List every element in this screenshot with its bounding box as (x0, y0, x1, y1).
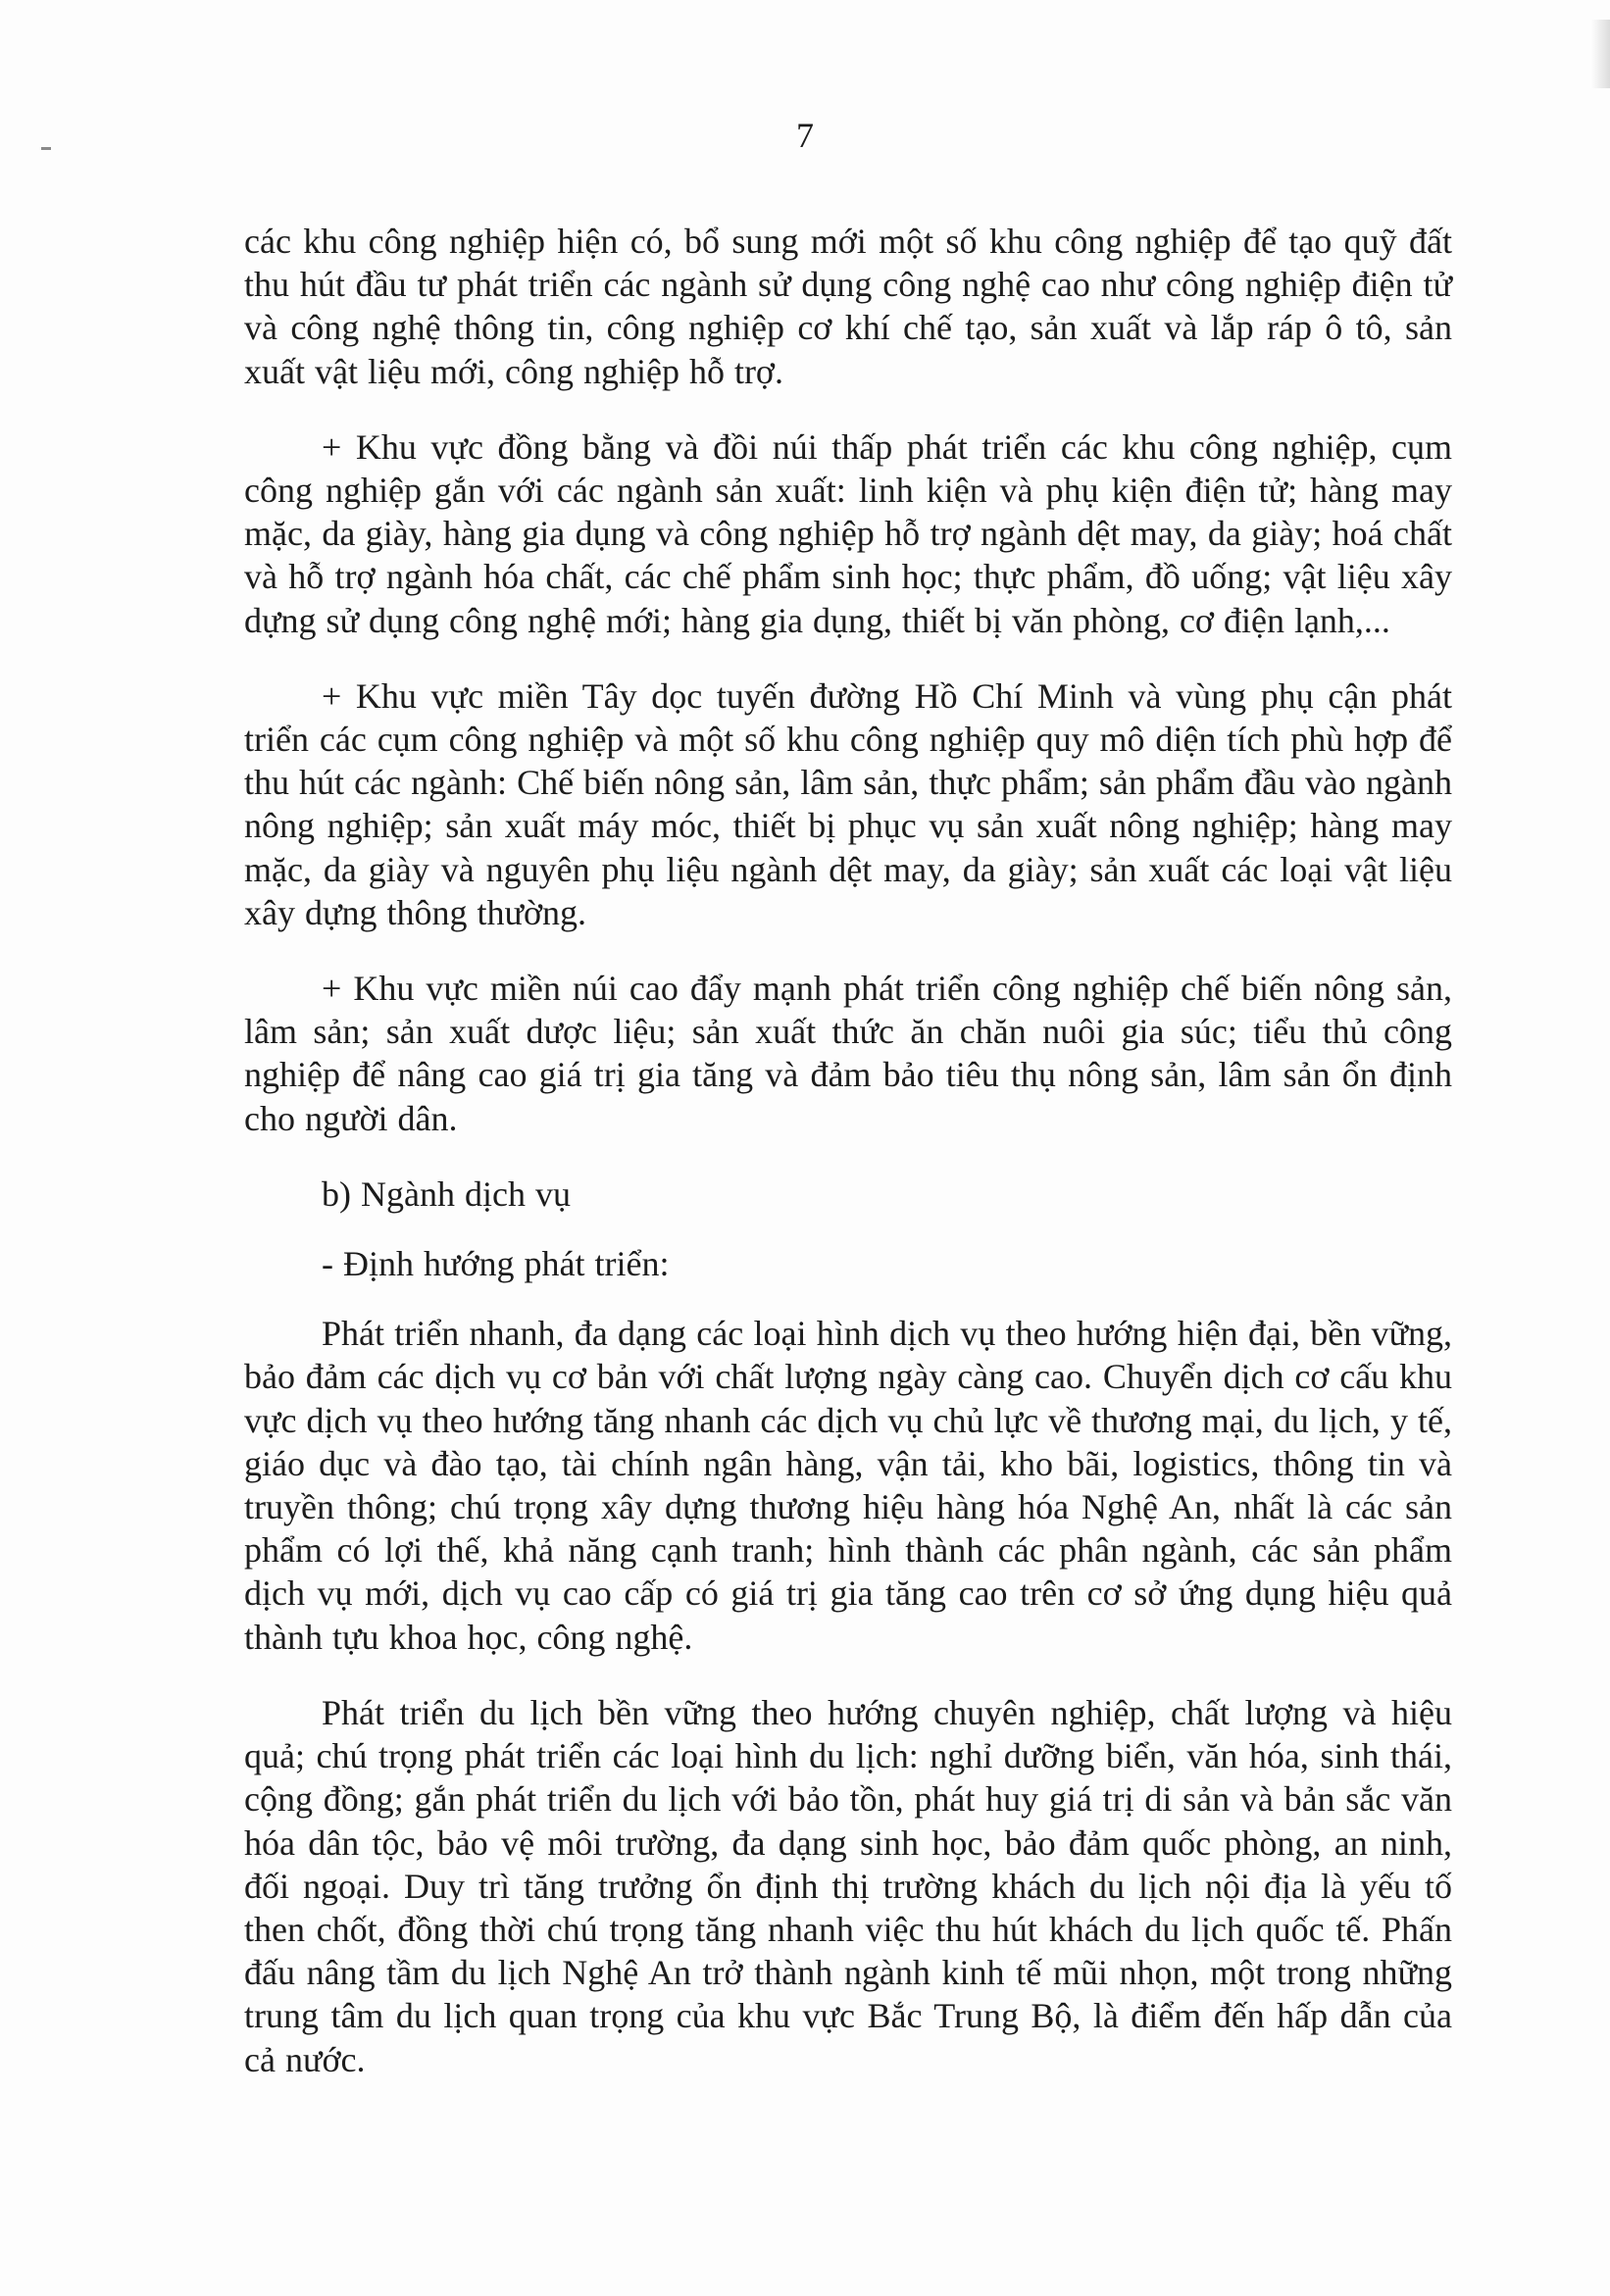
paragraph-industrial-zones-continuation: các khu công nghiệp hiện có, bổ sung mới một số khu công nghiệp để tạo quỹ đất thu hút đầu tư phát triển các ngành sử dụng công nghệ cao như công nghiệp điện tử và công nghệ thông tin, công nghiệp cơ khí chế tạo, sản xuất và lắp ráp ô tô, sản xuất vật liệu mới, công nghiệp hỗ trợ. (244, 222, 1452, 391)
section-heading-services: b) Ngành dịch vụ (322, 1173, 571, 1214)
paragraph-services-development: Phát triển nhanh, đa dạng các loại hình dịch vụ theo hướng hiện đại, bền vững, bảo đảm các dịch vụ cơ bản với chất lượng ngày càng cao. Chuyển dịch cơ cấu khu vực dịch vụ theo hướng tăng nhanh các dịch vụ chủ lực về thương mại, du lịch, y tế, giáo dục và đào tạo, tài chính ngân hàng, vận tải, kho bãi, logistics, thông tin và truyền thông; chú trọng xây dựng thương hiệu hàng hóa Nghệ An, nhất là các sản phẩm có lợi thế, khả năng cạnh tranh; hình thành các phân ngành, các sản phẩm dịch vụ mới, dịch vụ cao cấp có giá trị gia tăng cao trên cơ sở ứng dụng hiệu quả thành tựu khoa học, công nghệ. (244, 1314, 1452, 1657)
paragraph-plain-lowland-region: + Khu vực đồng bằng và đồi núi thấp phát triển các khu công nghiệp, cụm công nghiệp gắn với các ngành sản xuất: linh kiện và phụ kiện điện tử; hàng may mặc, da giày, hàng gia dụng và công nghiệp hỗ trợ ngành dệt may, da giày; hoá chất và hỗ trợ ngành hóa chất, các chế phẩm sinh học; thực phẩm, đồ uống; vật liệu xây dựng sử dụng công nghệ mới; hàng gia dụng, thiết bị văn phòng, cơ điện lạnh,... (244, 426, 1452, 640)
page-number: 7 (796, 116, 814, 155)
paragraph-tourism-development: Phát triển du lịch bền vững theo hướng chuyên nghiệp, chất lượng và hiệu quả; chú trọng phát triển các loại hình du lịch: nghỉ dưỡng biển, văn hóa, sinh thái, cộng đồng; gắn phát triển du lịch với bảo tồn, phát huy giá trị di sản và bản sắc văn hóa dân tộc, bảo vệ môi trường, đa dạng sinh học, bảo đảm quốc phòng, an ninh, đối ngoại. Duy trì tăng trưởng ổn định thị trường khách du lịch nội địa là yếu tố then chốt, đồng thời chú trọng tăng nhanh việc thu hút khách du lịch quốc tế. Phấn đấu nâng tầm du lịch Nghệ An trở thành ngành kinh tế mũi nhọn, một trong những trung tâm du lịch quan trọng của khu vực Bắc Trung Bộ, là điểm đến hấp dẫn của cả nước. (244, 1692, 1452, 2079)
paragraph-highland-region: + Khu vực miền núi cao đẩy mạnh phát triển công nghiệp chế biến nông sản, lâm sản; sản xuất dược liệu; sản xuất thức ăn chăn nuôi gia súc; tiểu thủ công nghiệp để nâng cao giá trị gia tăng và đảm bảo tiêu thụ nông sản, lâm sản ổn định cho người dân. (244, 969, 1452, 1138)
subheading-development-orientation: - Định hướng phát triển: (322, 1244, 670, 1284)
scan-edge-shadow (1590, 20, 1610, 88)
document-body (244, 220, 1452, 2114)
paragraph-western-region: + Khu vực miền Tây dọc tuyến đường Hồ Chí Minh và vùng phụ cận phát triển các cụm công nghiệp và một số khu công nghiệp quy mô diện tích phù hợp để thu hút các ngành: Chế biến nông sản, lâm sản, thực phẩm; sản phẩm đầu vào ngành nông nghiệp; sản xuất máy móc, thiết bị phục vụ sản xuất nông nghiệp; hàng may mặc, da giày và nguyên phụ liệu ngành dệt may, da giày; sản xuất các loại vật liệu xây dựng thông thường. (244, 675, 1452, 932)
